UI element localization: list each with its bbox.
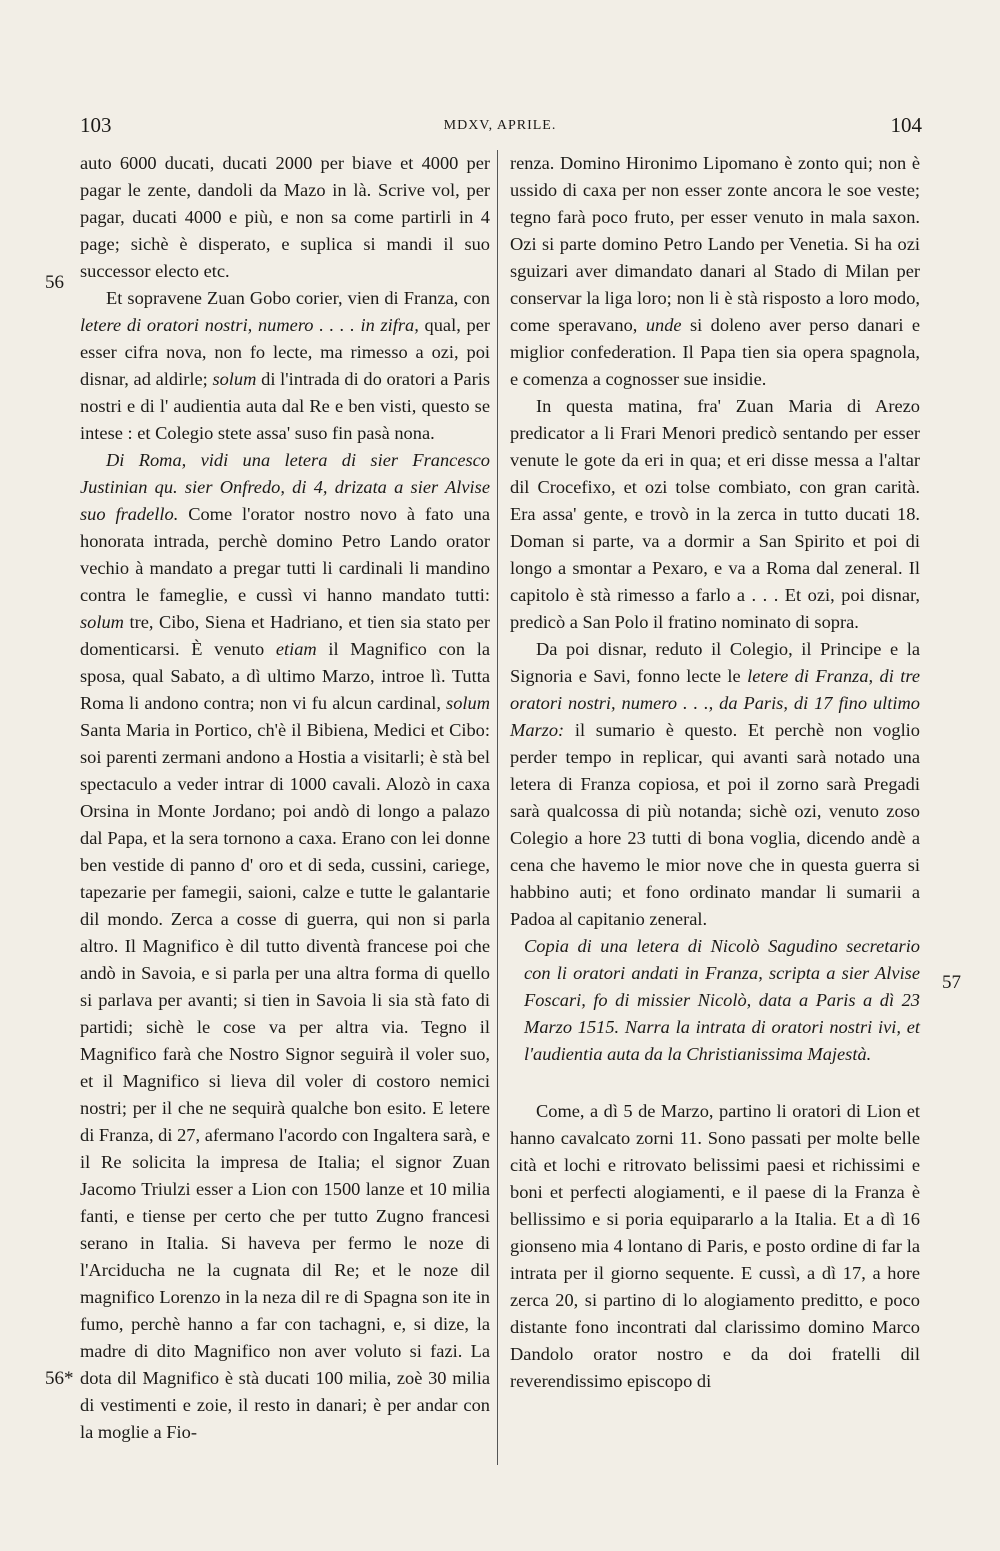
right-page-number: 104 — [890, 113, 922, 137]
letter-heading: Copia di una letera di Nicolò Sagudino secretario con li oratori andati in Franza, scripta a sier Alvise Foscari, fo di missier Nicolò, data a Paris a dì 23 Marzo 1515. Narra la intrata di oratori nostri ivi, et l'audientia auta da la Christianissima Majestà. — [524, 936, 920, 1064]
paragraph: Da poi disnar, reduto il Colegio, il Principe e la Signoria e Savi, fonno lecte le letere di Franza, di tre oratori nostri, numero . . ., da Paris, di 17 fino ultimo Marzo: il sumario è questo. Et perchè non voglio perder tempo in replicar, qui avanti sarà notado una letera di Franza copiosa, et poi il zorno sarà Pregadi sarà qualcossa di più notanda; sichè ozi, venuto zoso Colegio a hore 23 tutti di bona voglia, dicendo andè a cena che havemo le mior nove che in questa guerra si habbino auti; et fono ordinato mandar li sumarii a Padoa al capitanio zeneral. — [510, 639, 920, 929]
left-page-number: 103 — [80, 113, 112, 137]
paragraph: Et sopravene Zuan Gobo corier, vien di Franza, con letere di oratori nostri, numero . . . . in zifra, qual, per esser cifra nova, non fo lecte, ma rimesso a ozi, poi disnar, ad aldirle; solum di l'intrada di do oratori a Paris nostri e di l' audientia auta dal Re e ben visti, questo se intese : et Colegio stete assa' suso fin pasà nona. — [80, 288, 490, 443]
left-column — [80, 150, 490, 1446]
paragraph: Di Roma, vidi una letera di sier Francesco Justinian qu. sier Onfredo, di 4, drizata a sier Alvise suo fradello. Come l'orator nostro novo à fato una honorata intrada, perchè domino Petro Lando orator vechio à mandato a pregar tutti li cardinali li mandino contra le fameglie, e cussì vi hanno mandato tutti: solum tre, Cibo, Siena et Hadriano, et tien sia stato per domenticarsi. È venuto etiam il Magnifico con la sposa, qual Sabato, a dì ultimo Marzo, introe lì. Tutta Roma li andono contra; non vi fu alcun cardinal, solum Santa Maria in Portico, ch'è il Bibiena, Medici et Cibo: soi parenti zermani andono a Hostia a visitarli; è stà bel spectaculo a veder intrar di 1000 cavali. Alozò in caxa Orsina in Monte Jordano; poi andò di longo a palazo dal Papa, et la sera tornono a caxa. Erano con lei donne ben vestide di panno d' oro et di seda, cussini, cariege, tapezarie per famegii, saioni, calze e tutte le galantarie dil mondo. Zerca a cosse di guerra, qui non si parla altro. Il Magnifico è dil tutto diventà francese poi che andò in Savoia, e si parla per una altra forma di quello si parlava per avanti; si tien in Savoia li sia stà fato di partidi; sichè le cose va per altra via. Tegno il Magnifico farà che Nostro Signor seguirà il voler suo, et il Magnifico si lieva dil voler di costoro nemici nostri; per il che ne sequirà qualche bon esito. E letere di Franza, di 27, afermano l'acordo con Ingaltera sarà, e il Re solicita la impresa de Italia; el signor Zuan Jacomo Triulzi esser a Lion con 1500 lanze et 10 milia fanti, e tiense per certo che per tutto Zugno francesi serano in Italia. Si haveva per fermo le noze di l'Arciducha ne la cugnata dil Re; et le noze dil magnifico Lorenzo in la neza dil re di Spagna son ite in fumo, perchè hanno a far con tachagni, e, si dize, la madre di dito Magnifico non aver voluto si fazi. La dota dil Magnifico è stà ducati 100 milia, zoè 30 milia di vestimenti e zoie, il resto in danari; è per andar con la moglie a Fio- — [80, 450, 491, 1442]
column-divider — [497, 150, 498, 1465]
paragraph: auto 6000 ducati, ducati 2000 per biave et 4000 per pagar le zente, dandoli da Mazo in là. Scrive vol, per pagar, ducati 4000 e più, e non sa come partirli in 4 page; sichè è disperato, e suplica si mandi il suo successor electo etc. — [80, 153, 490, 281]
paragraph: Come, a dì 5 de Marzo, partino li oratori di Lion et hanno cavalcato zorni 11. Sono passati per molte belle cità et lochi e ritrovato belissimi paesi et richissimi e boni et perfecti alogiamenti, e il paese di la Franza è bellissimo e si poria equipararlo a la Italia. Et a dì 16 gionseno mia 4 lontano di Paris, e posto ordine di far la intrata per il giorno sequente. E cussì, a dì 17, a hore zerca 20, si partino di lo alogiamento preditto, e poco distante fono incontrati dal clarissimo domino Marco Dandolo orator nostro e da doi fratelli dil reverendissimo episcopo di — [510, 1101, 920, 1391]
running-head: MDXV, APRILE. — [443, 118, 557, 133]
margin-number-56: 56 — [45, 272, 64, 293]
right-column — [510, 150, 920, 1395]
paragraph: In questa matina, fra' Zuan Maria di Arezo predicator a li Frari Menori predicò sentando per esser venute le gote da eri in qua; et eri disse messa a l'altar dil Crocefixo, et ozi tolse combiato, con gran carità. Era assa' gente, e trovò in la zerca in tutto ducati 18. Doman si parte, va a dormir a San Spirito et poi di longo a smontar a Pexaro, e va a Roma dal zeneral. Il capitolo è stà rimesso a farlo a . . . Et ozi, poi disnar, predicò a San Polo il fratino nominato di sopra. — [510, 396, 920, 632]
margin-number-57: 57 — [942, 972, 961, 993]
margin-number-56-star: 56* — [45, 1368, 74, 1389]
paragraph: renza. Domino Hironimo Lipomano è zonto qui; non è ussido di caxa per non esser zonte ancora le soe veste; tegno farà poco fruto, per esser venuto in mala saxon. Ozi si parte domino Petro Lando per Venetia. Si ha ozi sguizari aver dimandato danari al Stado di Milan per conservar la liga loro; non li è stà risposto a loro modo, come speravano, unde si doleno aver perso danari e miglior confederation. Il Papa tien sia opera spagnola, e comenza a cognosser sue insidie. — [510, 153, 921, 389]
